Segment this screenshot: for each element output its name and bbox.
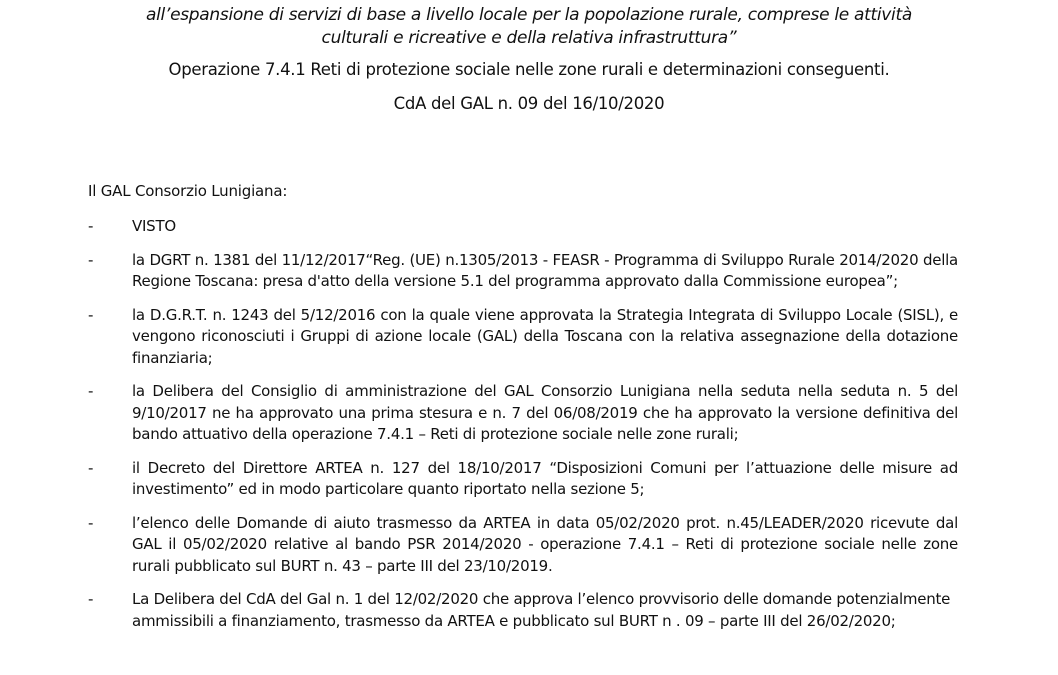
list-item-text: l’elenco delle Domande di aiuto trasmesso da ARTEA in data 05/02/2020 prot. n.45/LEADER/2020 ricevute dal GAL il 05/02/2020 relative al bando PSR 2014/2020 - operazione 7.4.1 – Reti di protezione sociale nelle zone rurali pubblicato sul BURT n. 43 – parte III del 23/10/2019. (132, 513, 958, 575)
list-item (88, 381, 958, 446)
header-title-line-2: culturali e ricreative e della relativa infrastruttura” (321, 28, 737, 48)
header-title-line-1: all’espansione di servizi di base a livello locale per la popolazione rurale, comprese le attività (146, 5, 912, 25)
list-item (88, 589, 958, 632)
list-item-text: VISTO (132, 217, 176, 235)
list-item (88, 250, 958, 293)
bullet-dash: - (88, 382, 94, 400)
bullet-dash: - (88, 217, 94, 235)
list-item (88, 513, 958, 578)
bullet-dash: - (88, 513, 94, 532)
recitals-list (88, 216, 958, 644)
list-item (88, 458, 958, 501)
list-item-text: la DGRT n. 1381 del 11/12/2017“Reg. (UE) n.1305/2013 - FEASR - Programma di Sviluppo Rurale 2014/2020 della Regione Toscana: presa d'atto della versione 5.1 del programma approvato dalla Commissione europea”; (132, 250, 958, 290)
intro-text: Il GAL Consorzio Lunigiana: (88, 182, 288, 200)
list-item (88, 305, 958, 370)
bullet-dash: - (88, 305, 94, 324)
header-operation: Operazione 7.4.1 Reti di protezione sociale nelle zone rurali e determinazioni conseguenti. (168, 60, 890, 79)
bullet-dash: - (88, 590, 94, 608)
list-item-text: il Decreto del Direttore ARTEA n. 127 del 18/10/2017 “Disposizioni Comuni per l’attuazione delle misure ad investimento” ed in modo particolare quanto riportato nella sezione 5; (132, 458, 958, 498)
list-item (88, 216, 958, 238)
list-item-text: la Delibera del Consiglio di amministrazione del GAL Consorzio Lunigiana nella seduta nella seduta n. 5 del 9/10/2017 ne ha approvato una prima stesura e n. 7 del 06/08/2019 che ha approvato la versione definitiva del bando attuativo della operazione 7.4.1 – Reti di protezione sociale nelle zone rurali; (132, 382, 958, 443)
list-item-text: la D.G.R.T. n. 1243 del 5/12/2016 con la quale viene approvata la Strategia Integrata di Sviluppo Locale (SISL), e vengono riconosciuti i Gruppi di azione locale (GAL) della Toscana con la relativa assegnazione della dotazione finanziaria; (132, 305, 958, 367)
list-item-text: La Delibera del CdA del Gal n. 1 del 12/02/2020 che approva l’elenco provvisorio delle domande potenzialmente ammissibili a finanziamento, trasmesso da ARTEA e pubblicato sul BURT n . 09 – parte III del 26/02/2020; (132, 590, 951, 630)
bullet-dash: - (88, 458, 94, 477)
bullet-dash: - (88, 250, 94, 269)
header-cda-reference: CdA del GAL n. 09 del 16/10/2020 (393, 94, 665, 113)
